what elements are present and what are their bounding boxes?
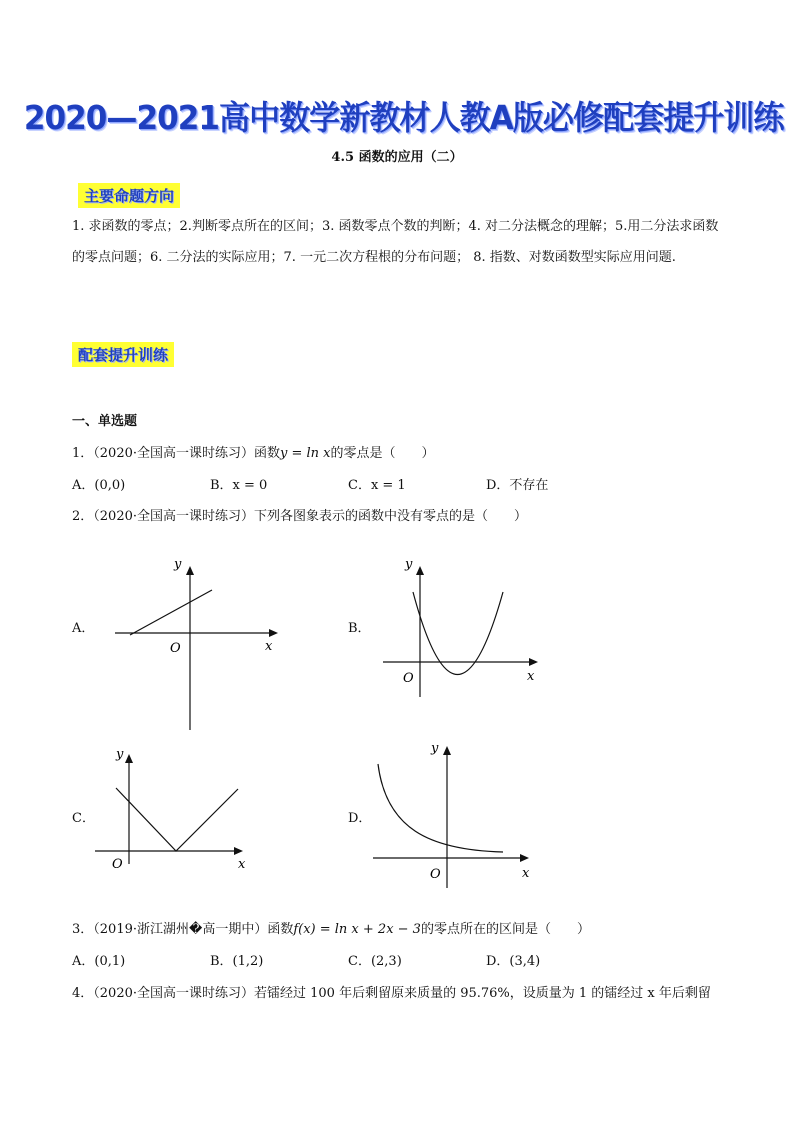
question-2-option-a-label: A． — [72, 621, 95, 636]
graph-c-x-arrow — [234, 847, 243, 855]
practice-tag: 配套提升训练 — [72, 342, 174, 367]
graph-b-x-arrow — [529, 658, 538, 666]
part-heading: 一、单选题 — [72, 414, 138, 429]
graph-a-curve — [130, 590, 212, 635]
section-subtitle: 4.5 函数的应用（二） — [331, 150, 463, 165]
question-3 — [72, 918, 590, 937]
question-1-option-a: A．(0,0) — [72, 478, 126, 493]
graph-b-y-label: y — [405, 557, 413, 572]
question-3-formula: f(x) = ln x + 2x − 3 — [293, 922, 421, 937]
graph-a-origin-label: O — [170, 641, 181, 656]
graph-c-curve — [116, 788, 238, 851]
graph-a-y-arrow — [186, 566, 194, 575]
graph-d-x-label: x — [522, 866, 530, 881]
graph-a-y-label: y — [174, 557, 182, 572]
question-2-stem: 2．（2020·全国高一课时练习）下列各图象表示的函数中没有零点的是（ ） — [72, 509, 527, 524]
question-3-option-c: C．(2,3) — [348, 954, 402, 969]
question-3-stem-a: 3．（2019·浙江湖州�高一期中）函数 — [72, 922, 294, 937]
graph-a-x-label: x — [265, 639, 273, 654]
topic-directions-tag: 主要命题方向 — [78, 183, 180, 208]
question-1-option-c: C．x = 1 — [348, 478, 406, 493]
question-2-option-d-label: D． — [348, 811, 372, 826]
document-title: 2020—2021高中数学新教材人教A版必修配套提升训练 — [23, 98, 784, 137]
question-4-stem: 4．（2020·全国高一课时练习）若镭经过 100 年后剩留原来质量的 95.76%，设质量为 1 的镭经过 x 年后剩留 — [72, 986, 711, 1001]
graph-b-y-arrow — [416, 566, 424, 575]
question-3-stem-b: 的零点所在的区间是（ ） — [420, 922, 590, 937]
question-1-formula: y = ln x — [280, 446, 331, 461]
question-2-option-c-label: C． — [72, 811, 95, 826]
question-1 — [72, 442, 435, 461]
question-2-option-b-label: B． — [348, 621, 371, 636]
question-1-option-b: B．x = 0 — [210, 478, 268, 493]
question-3-option-b: B．(1,2) — [210, 954, 264, 969]
question-3-option-a: A．(0,1) — [72, 954, 126, 969]
graph-d-y-arrow — [443, 746, 451, 755]
question-3-option-d: D．(3,4) — [486, 954, 541, 969]
question-1-stem-b: 的零点是（ ） — [330, 446, 435, 461]
graph-a-linear — [110, 548, 290, 738]
graph-c-y-arrow — [125, 754, 133, 763]
question-1-stem-a: 1．（2020·全国高一课时练习）函数 — [72, 446, 280, 461]
graph-b-origin-label: O — [403, 671, 414, 686]
graph-d-decreasing — [368, 738, 548, 888]
graph-b-x-label: x — [527, 669, 535, 684]
topic-directions-text: 1. 求函数的零点；2.判断零点所在的区间；3. 函数零点个数的判断；4. 对二分法概念的理解；5.用二分法求函数的零点问题；6. 二分法的实际应用；7. 一元二次方程根的分布问题； 8. 指数、对数函数型实际应用问题. — [72, 219, 719, 265]
graph-d-curve — [378, 764, 503, 852]
graph-d-origin-label: O — [430, 867, 441, 882]
graph-c-x-label: x — [238, 857, 246, 872]
graph-a-x-arrow — [269, 629, 278, 637]
graph-d-x-arrow — [520, 854, 529, 862]
graph-d-y-label: y — [431, 741, 439, 756]
question-1-option-d: D．不存在 — [486, 478, 549, 493]
graph-c-absolute — [90, 742, 270, 872]
graph-b-parabola — [375, 552, 555, 702]
graph-c-origin-label: O — [112, 857, 123, 872]
graph-c-y-label: y — [116, 747, 124, 762]
